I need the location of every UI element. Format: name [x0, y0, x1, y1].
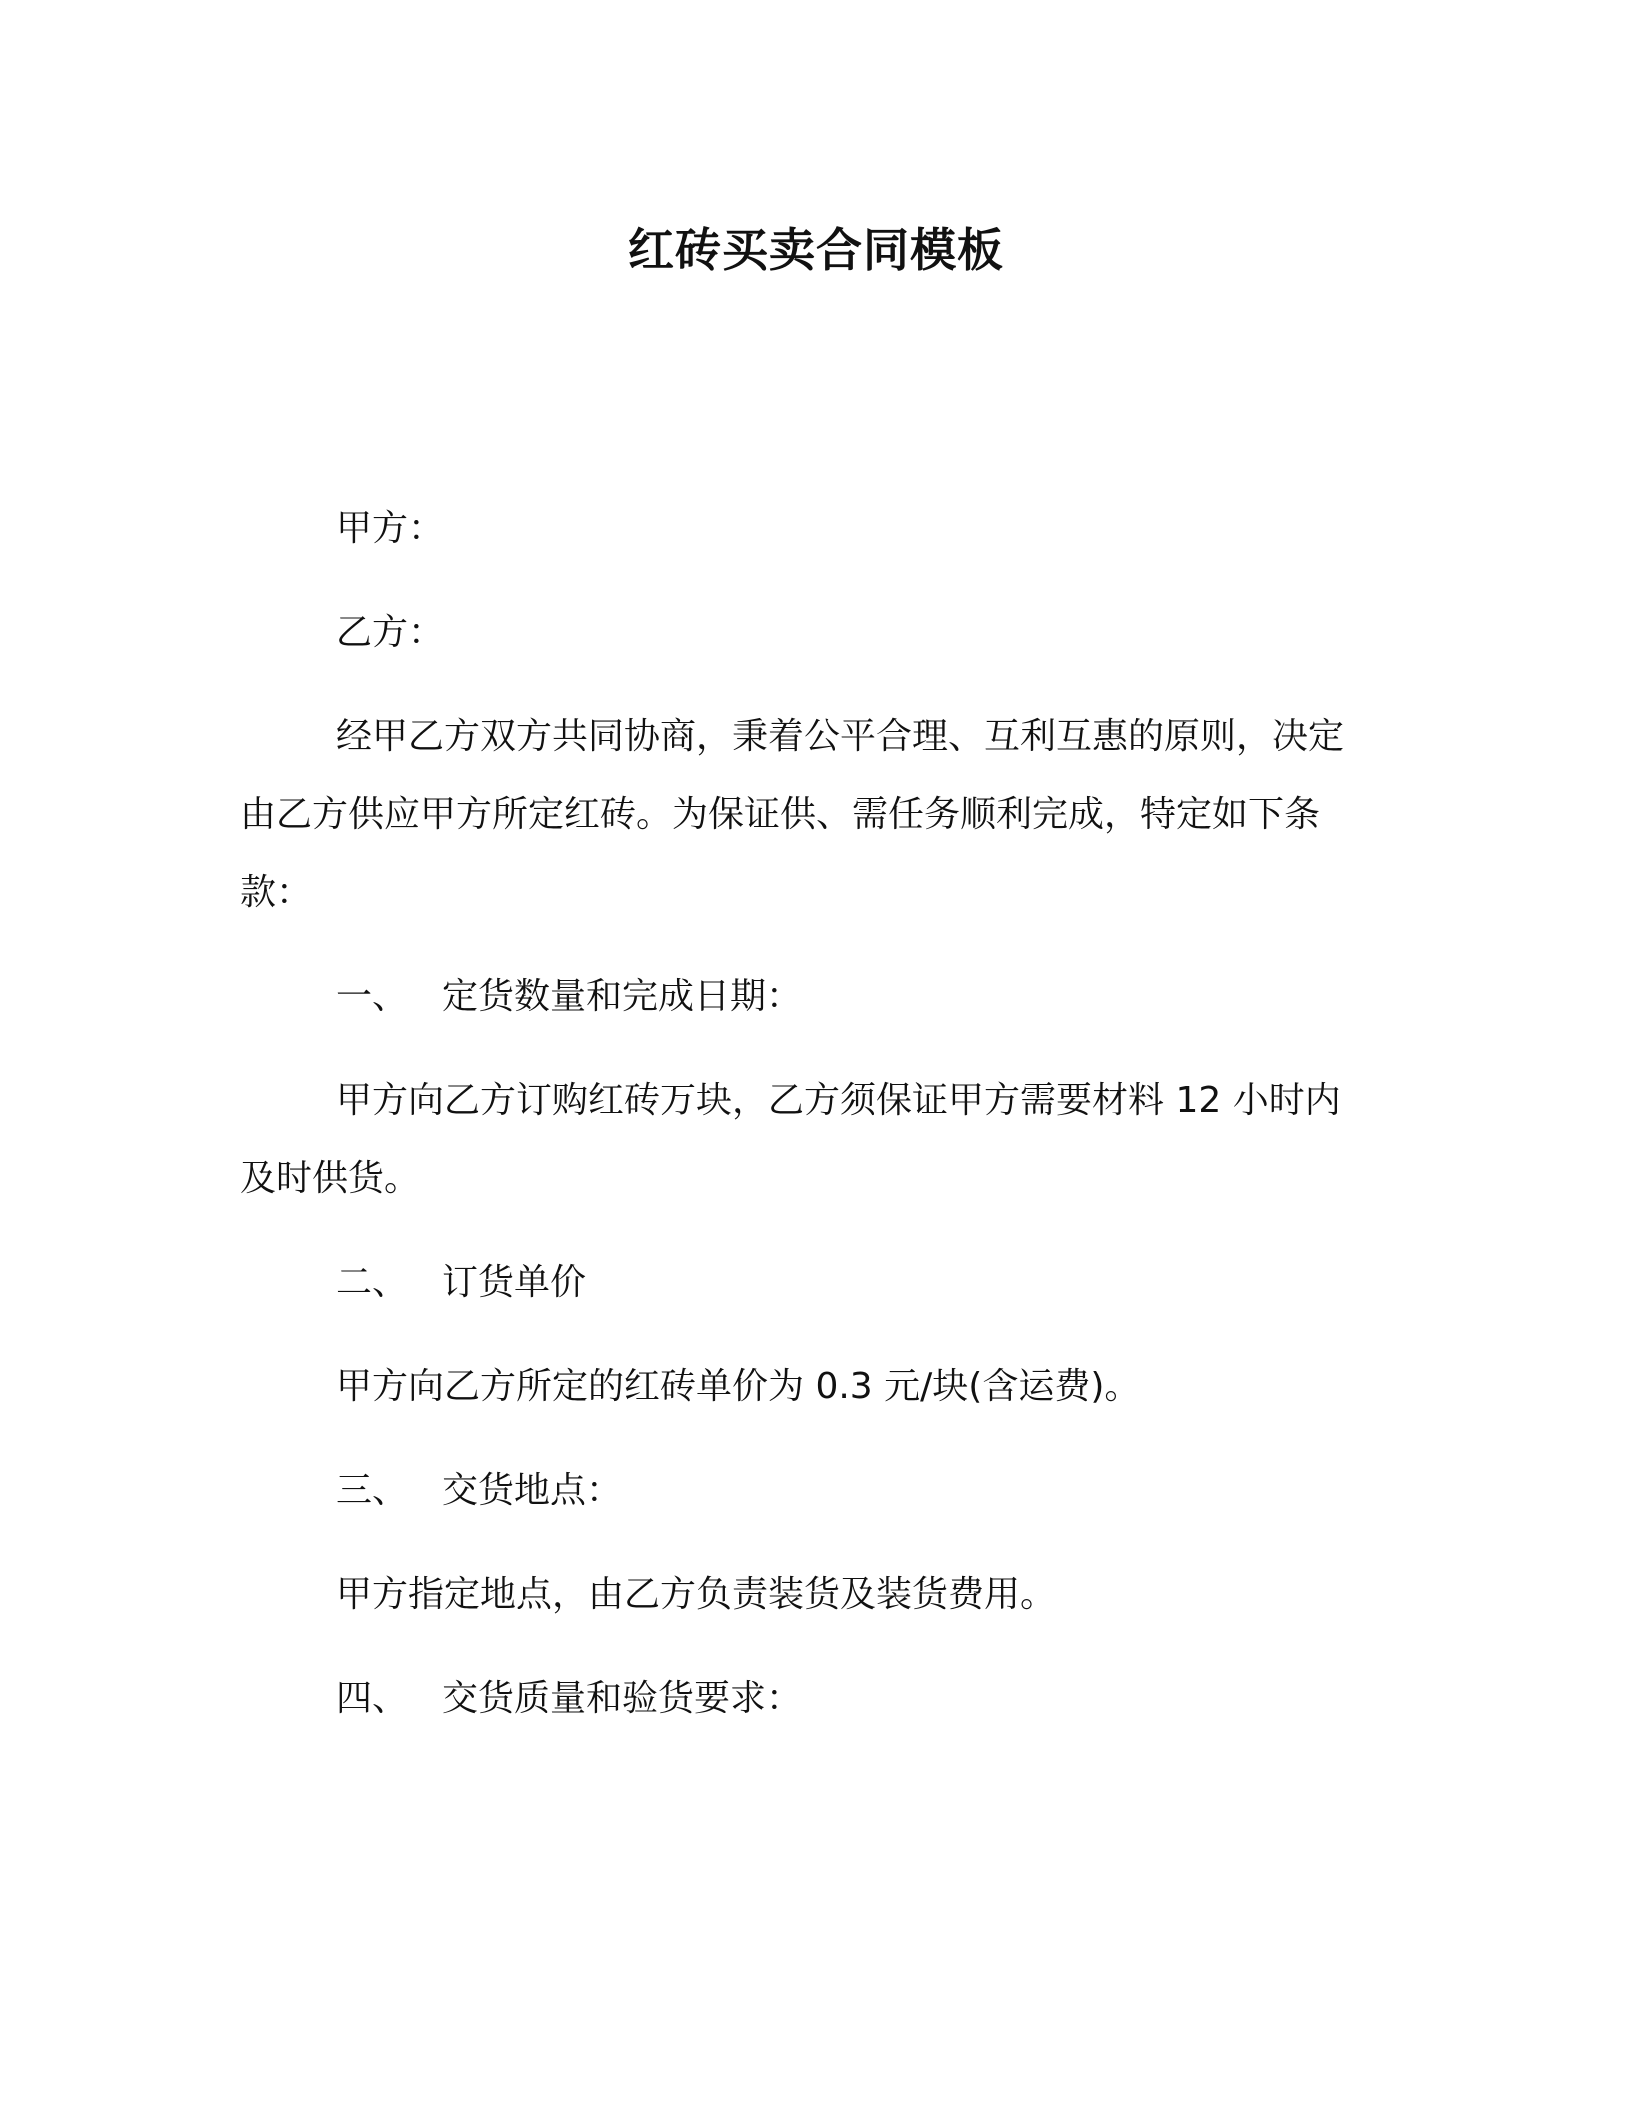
- intro-paragraph: 经甲乙方双方共同协商，秉着公平合理、互利互惠的原则，决定由乙方供应甲方所定红砖。为保证供、需任务顺利完成，特定如下条款：: [240, 716, 1345, 913]
- party-b-line: 乙方：: [336, 612, 445, 653]
- party-a-line: 甲方：: [336, 508, 445, 549]
- section-number-4: 四、: [336, 1678, 409, 1719]
- document-body: [240, 490, 1375, 1738]
- section-title-2: 订货单价: [442, 1262, 587, 1303]
- section-content-1: 甲方向乙方订购红砖万块，乙方须保证甲方需要材料 12 小时内及时供货。: [240, 1080, 1341, 1199]
- section-title-3: 交货地点：: [442, 1470, 623, 1511]
- section-heading-4: [240, 1660, 1375, 1738]
- section-heading-3: [240, 1452, 1375, 1530]
- section-heading-1: [240, 958, 1375, 1036]
- section-title-4: 交货质量和验货要求：: [442, 1678, 803, 1719]
- section-title-1: 定货数量和完成日期：: [442, 976, 803, 1017]
- section-number-3: 三、: [336, 1470, 409, 1511]
- document-title: 红砖买卖合同模板: [628, 223, 1004, 277]
- section-content-3: 甲方指定地点，由乙方负责装货及装货费用。: [336, 1574, 1057, 1615]
- section-number-1: 一、: [336, 976, 409, 1017]
- section-number-2: 二、: [336, 1262, 409, 1303]
- section-heading-2: [240, 1244, 1375, 1322]
- section-content-2: 甲方向乙方所定的红砖单价为 0.3 元/块(含运费)。: [336, 1366, 1141, 1407]
